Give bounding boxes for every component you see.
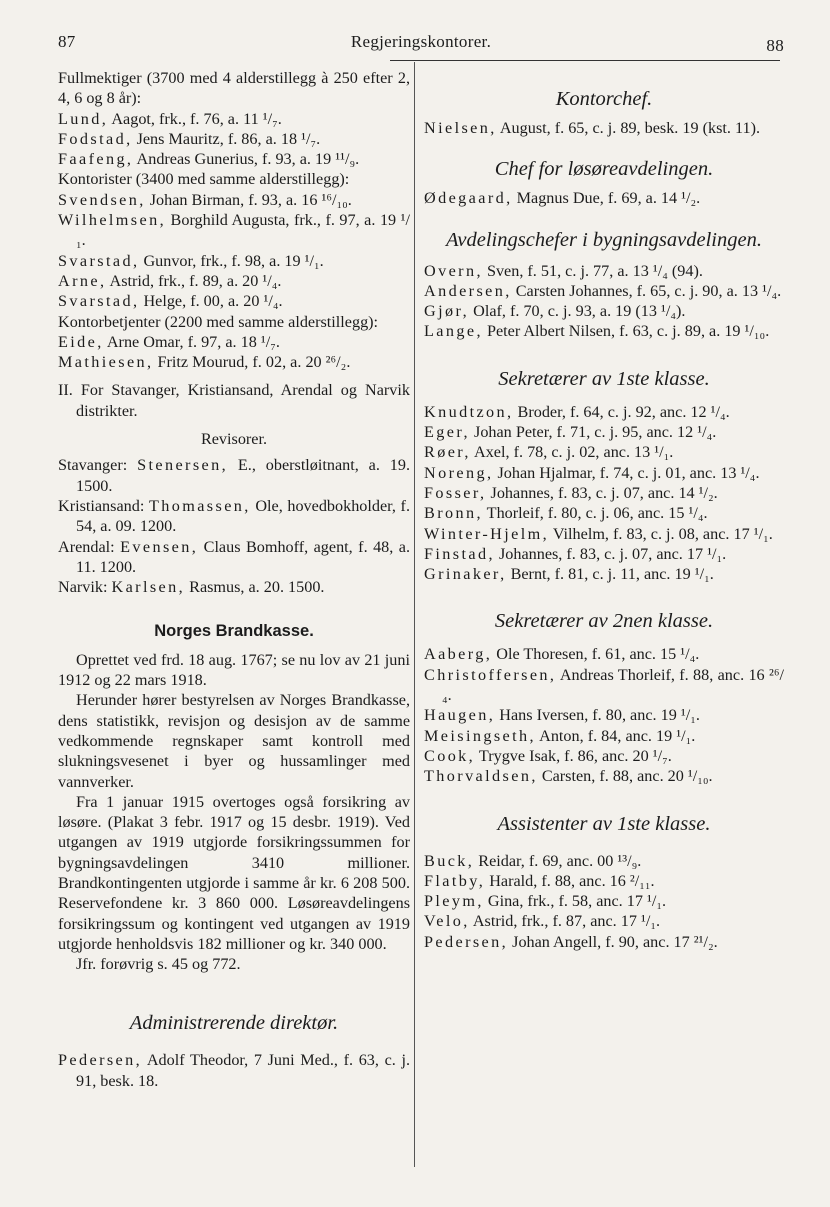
list-item: Thorvaldsen, Carsten, f. 88, anc. 20 ¹/₁₀.	[424, 767, 713, 786]
list-item: Velo, Astrid, frk., f. 87, anc. 17 ¹/₁.	[424, 912, 661, 931]
list-item: Fodstad, Jens Mauritz, f. 86, a. 18 ¹/₇.	[58, 129, 321, 148]
list-item: Faafeng, Andreas Gunerius, f. 93, a. 19 ¹¹/₉.	[58, 150, 360, 169]
list-item: Svendsen, Johan Birman, f. 93, a. 16 ¹⁶/₁₀.	[58, 190, 352, 209]
list-item: Aaberg, Ole Thoresen, f. 61, anc. 15 ¹/₄.	[424, 645, 700, 664]
page-number-right: 88	[766, 36, 784, 55]
running-header	[58, 32, 784, 58]
list-item: Knudtzon, Broder, f. 64, c. j. 92, anc. 12 ¹/₄.	[424, 402, 730, 421]
brandkasse-paragraph: Fra 1 januar 1915 overtoges også forsikring av løsøre. (Plakat 3 febr. 1917 og 15 desbr. 1919). Ved utgangen av 1919 utgjorde forsikringssummen for bygningsavdelingen 3410 millioner. Brandkontingenten utgjorde i samme år kr. 6 208 500. Reservefondene kr. 3 860 000. Løsøreavdelingens forsikringssum og kontingent ved utgangen av 1919 utgjorde henholdsvis 182 millioner og kr. 340 000.	[58, 792, 410, 953]
list-item: Cook, Trygve Isak, f. 86, anc. 20 ¹/₇.	[424, 746, 672, 765]
list-item: Gjør, Olaf, f. 70, c. j. 93, a. 19 (13 ¹/₄).	[424, 302, 686, 321]
header-rule	[390, 60, 780, 61]
sekretaerer-2-heading: Sekretærer av 2nen klasse.	[494, 610, 714, 633]
list-item: Eide, Arne Omar, f. 97, a. 18 ¹/₇.	[58, 332, 280, 351]
list-item: Flatby, Harald, f. 88, anc. 16 ²/₁₁.	[424, 871, 655, 890]
list-item: Nielsen, August, f. 65, c. j. 89, besk. 19 (kst. 11).	[424, 119, 761, 137]
list-item: Pleym, Gina, frk., f. 58, anc. 17 ¹/₁.	[424, 892, 667, 911]
list-item: Røer, Axel, f. 78, c. j. 02, anc. 13 ¹/₁.	[424, 443, 674, 462]
list-item: Lund, Aagot, frk., f. 76, a. 11 ¹/₇.	[58, 109, 282, 128]
list-item: Meisingseth, Anton, f. 84, anc. 19 ¹/₁.	[424, 726, 696, 745]
kontorister-intro: Kontorister (3400 med samme alderstillegg):	[58, 170, 350, 189]
brandkasse-paragraph: Oprettet ved frd. 18 aug. 1767; se nu lov av 21 juni 1912 og 22 mars 1918.	[58, 650, 410, 690]
right-column	[424, 68, 784, 952]
list-item: Narvik: Karlsen, Rasmus, a. 20. 1500.	[58, 578, 325, 597]
section-ii-heading: II. For Stavanger, Kristiansand, Arendal og Narvik distrikter.	[58, 381, 410, 420]
list-item: Arendal: Evensen, Claus Bomhoff, agent, f. 48, a. 11. 1200.	[58, 537, 410, 576]
list-item: Wilhelmsen, Borghild Augusta, frk., f. 97, a. 19 ¹/₁.	[58, 211, 410, 250]
running-title: Regjeringskontorer.	[350, 32, 492, 51]
list-item: Svarstad, Helge, f. 00, a. 20 ¹/₄.	[58, 292, 283, 311]
list-item: Grinaker, Bernt, f. 81, c. j. 11, anc. 19 ¹/₁.	[424, 565, 714, 584]
revisorer-heading: Revisorer.	[200, 430, 268, 449]
admdir-heading: Administrerende direktør.	[129, 1012, 339, 1035]
assistenter-1-heading: Assistenter av 1ste klasse.	[497, 812, 711, 835]
list-item: Buck, Reidar, f. 69, anc. 00 ¹³/₉.	[424, 851, 642, 870]
list-item: Stavanger: Stenersen, E., oberstløitnant, a. 19. 1500.	[58, 456, 410, 495]
list-item: Noreng, Johan Hjalmar, f. 74, c. j. 01, anc. 13 ¹/₄.	[424, 463, 760, 482]
list-item: Finstad, Johannes, f. 83, c. j. 07, anc. 17 ¹/₁.	[424, 544, 727, 563]
list-item: Haugen, Hans Iversen, f. 80, anc. 19 ¹/₁.	[424, 706, 700, 725]
list-item: Eger, Johan Peter, f. 71, c. j. 95, anc. 12 ¹/₄.	[424, 423, 717, 442]
chef-losore-heading: Chef for løsøreavdelingen.	[494, 158, 714, 181]
left-column	[58, 68, 410, 1091]
list-item: Andersen, Carsten Johannes, f. 65, c. j. 90, a. 13 ¹/₄.	[424, 281, 782, 300]
list-item: Fosser, Johannes, f. 83, c. j. 07, anc. 14 ¹/₂.	[424, 483, 718, 502]
list-item: Bronn, Thorleif, f. 80, c. j. 06, anc. 15 ¹/₄.	[424, 504, 708, 523]
kontorchef-heading: Kontorchef.	[555, 88, 653, 110]
avdelingschefer-heading: Avdelingschefer i bygningsavdelingen.	[446, 228, 762, 251]
list-item: Christoffersen, Andreas Thorleif, f. 88, anc. 16 ²⁶/₄.	[424, 665, 784, 705]
column-divider	[414, 62, 415, 1167]
brandkasse-reference: Jfr. forøvrig s. 45 og 772.	[76, 955, 241, 974]
sekretaerer-1-heading: Sekretærer av 1ste klasse.	[498, 367, 710, 390]
brandkasse-paragraph: Herunder hører bestyrelsen av Norges Brandkasse, dens statistikk, revisjon og desisjon av de samme vedkommende regnskaper samt kontroll med slukningsvesenet i byer og hussamlinger med vannverker.	[58, 691, 410, 791]
kontorbetjenter-intro: Kontorbetjenter (2200 med samme alderstillegg):	[58, 312, 379, 331]
list-item: Kristiansand: Thomassen, Ole, hovedbokholder, f. 54, a. 09. 1200.	[58, 496, 410, 536]
list-item: Arne, Astrid, frk., f. 89, a. 20 ¹/₄.	[58, 271, 282, 290]
fullmektiger-intro: Fullmektiger (3700 med 4 alderstillegg à 250 efter 2, 4, 6 og 8 år):	[58, 69, 410, 108]
page-number-left: 87	[58, 32, 76, 51]
list-item: Overn, Sven, f. 51, c. j. 77, a. 13 ¹/₄ (94).	[424, 261, 703, 280]
list-item: Pedersen, Adolf Theodor, 7 Juni Med., f. 63, c. j. 91, besk. 18.	[58, 1051, 410, 1090]
brandkasse-heading: Norges Brandkasse.	[154, 622, 314, 641]
list-item: Svarstad, Gunvor, frk., f. 98, a. 19 ¹/₁.	[58, 251, 324, 270]
list-item: Winter-Hjelm, Vilhelm, f. 83, c. j. 08, anc. 17 ¹/₁.	[424, 524, 773, 543]
list-item: Mathiesen, Fritz Mourud, f. 02, a. 20 ²⁶/₂.	[58, 353, 351, 372]
list-item: Ødegaard, Magnus Due, f. 69, a. 14 ¹/₂.	[424, 189, 701, 208]
list-item: Lange, Peter Albert Nilsen, f. 63, c. j. 89, a. 19 ¹/₁₀.	[424, 322, 770, 341]
list-item: Pedersen, Johan Angell, f. 90, anc. 17 ²¹/₂.	[424, 932, 718, 951]
